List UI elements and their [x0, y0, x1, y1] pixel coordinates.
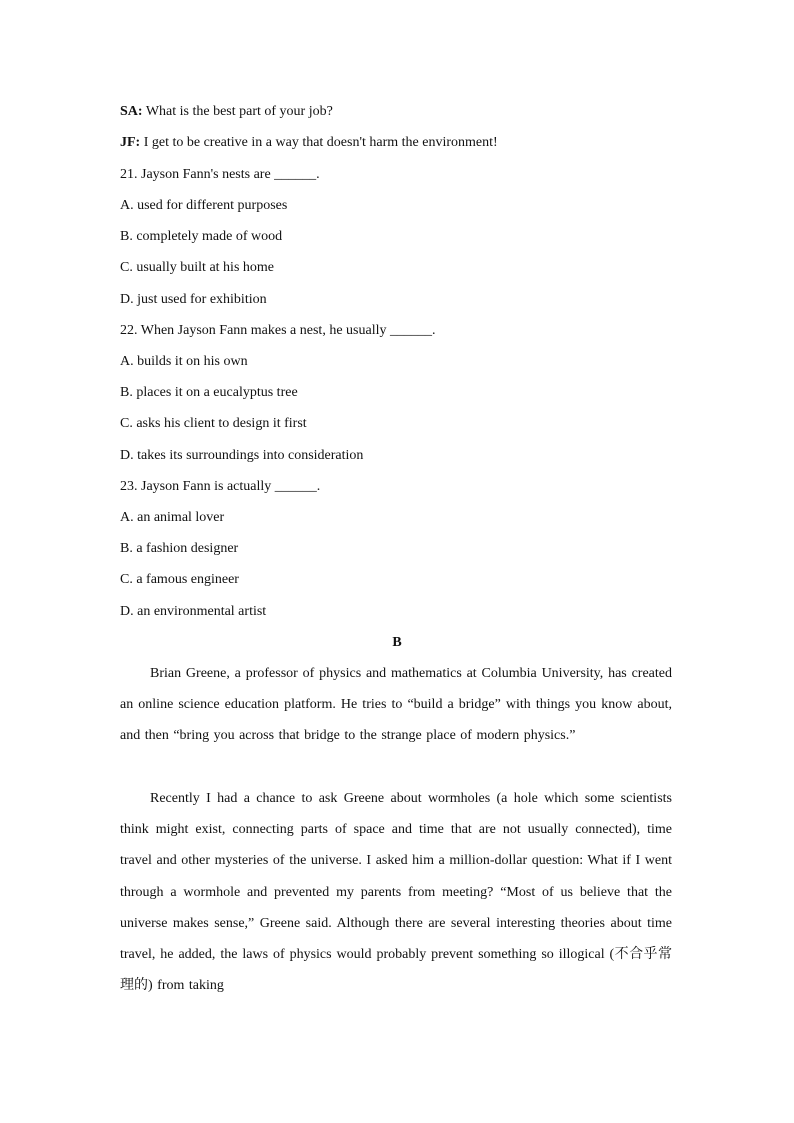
question-21-option-c: C. usually built at his home	[120, 260, 274, 275]
question-22-option-b: B. places it on a eucalyptus tree	[120, 385, 298, 400]
section-b-paragraph-1: Brian Greene, a professor of physics and mathematics at Columbia University, has created an online science education platform. He tries to “build a bridge” with things you know about, and then “bring you across that bridge to the strange place of modern physics.”	[120, 666, 672, 744]
question-23-option-d: D. an environmental artist	[120, 604, 267, 619]
interview-text: I get to be creative in a way that doesn't harm the environment!	[143, 135, 498, 150]
question-23-option-b: B. a fashion designer	[120, 541, 239, 556]
question-23-option-c: C. a famous engineer	[120, 572, 239, 587]
question-22-option-a: A. builds it on his own	[120, 354, 248, 369]
interview-line-sa	[120, 103, 333, 121]
section-b-heading: B	[392, 635, 402, 650]
question-21-stem: 21. Jayson Fann's nests are ______.	[120, 167, 320, 182]
section-b-paragraph-2: Recently I had a chance to ask Greene about wormholes (a hole which some scientists think might exist, connecting parts of space and time that are not usually connected), time travel and other mysteries of the universe. I asked him a million-dollar question: What if I went through a wormhole and prevented my parents from meeting? “Most of us believe that the universe makes sense,” Greene said. Although there are several interesting theories about time travel, he added, the laws of physics would probably prevent something so illogical (不合乎常理的) from taking	[120, 791, 672, 994]
question-22-option-d: D. takes its surroundings into consideration	[120, 448, 364, 463]
speaker-label: JF:	[120, 135, 141, 150]
question-22-stem: 22. When Jayson Fann makes a nest, he usually ______.	[120, 323, 436, 338]
question-22-option-c: C. asks his client to design it first	[120, 416, 307, 431]
question-21-option-a: A. used for different purposes	[120, 198, 288, 213]
question-23-stem: 23. Jayson Fann is actually ______.	[120, 479, 321, 494]
question-21-option-b: B. completely made of wood	[120, 229, 283, 244]
interview-line-jf	[120, 134, 498, 152]
interview-text: What is the best part of your job?	[145, 104, 333, 119]
question-21-option-d: D. just used for exhibition	[120, 292, 267, 307]
speaker-label: SA:	[120, 104, 143, 119]
question-23-option-a: A. an animal lover	[120, 510, 225, 525]
